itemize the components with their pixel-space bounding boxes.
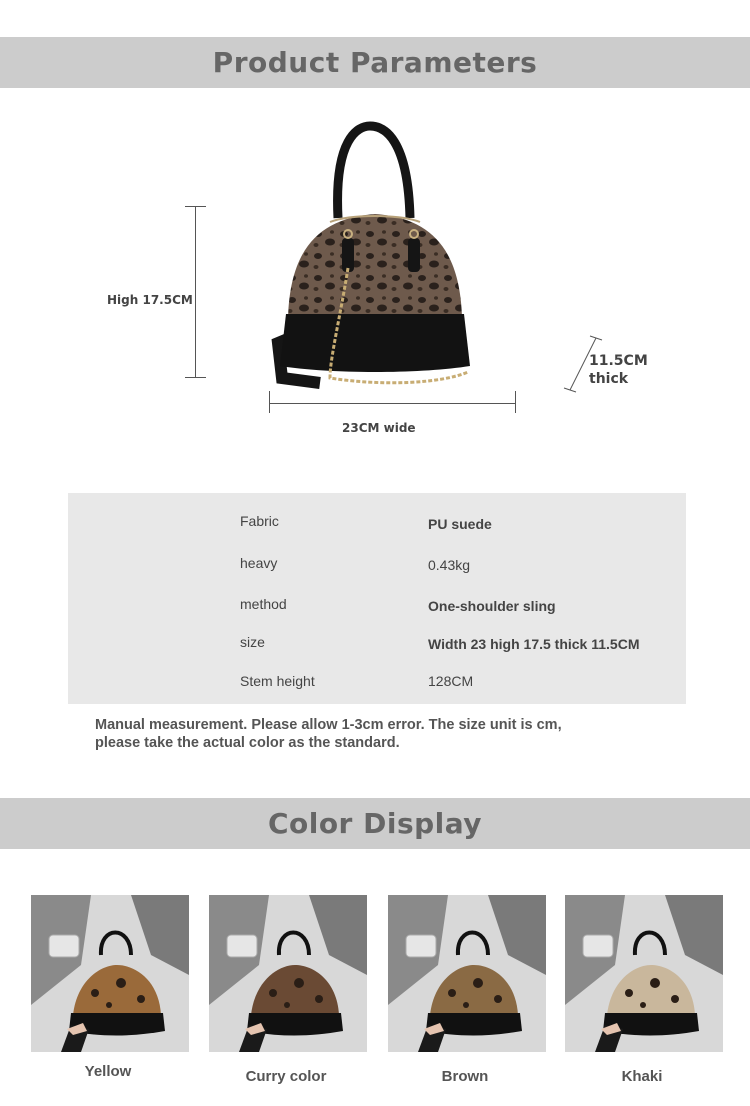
color-display-title: Color Display xyxy=(267,807,483,840)
width-line xyxy=(269,403,516,404)
param-row xyxy=(68,513,686,541)
height-line-cap-bottom xyxy=(185,377,206,378)
param-key: heavy xyxy=(240,555,278,571)
thickness-label xyxy=(589,352,648,388)
param-row xyxy=(68,555,686,583)
param-value: Width 23 high 17.5 thick 11.5CM xyxy=(428,636,640,652)
param-row xyxy=(68,673,686,701)
color-thumbnail[interactable] xyxy=(31,895,189,1052)
color-label: Khaki xyxy=(621,1068,663,1085)
thickness-word: thick xyxy=(589,371,629,387)
width-label: 23CM wide xyxy=(342,421,416,435)
product-parameters-banner xyxy=(0,37,750,88)
color-label: Yellow xyxy=(84,1063,132,1080)
bag-photo xyxy=(388,895,546,1052)
param-value: One-shoulder sling xyxy=(428,598,556,614)
height-line xyxy=(195,206,196,377)
product-parameters-title: Product Parameters xyxy=(212,46,538,79)
measurement-note xyxy=(95,716,695,752)
bag-photo xyxy=(565,895,723,1052)
color-display-banner xyxy=(0,798,750,849)
param-row xyxy=(68,596,686,624)
bag-photo xyxy=(209,895,367,1052)
color-thumbnail[interactable] xyxy=(565,895,723,1052)
param-value: PU suede xyxy=(428,516,492,532)
param-key: size xyxy=(240,634,265,650)
param-key: Fabric xyxy=(240,513,279,529)
color-thumbnail[interactable] xyxy=(388,895,546,1052)
color-thumbnail[interactable] xyxy=(209,895,367,1052)
color-label: Curry color xyxy=(245,1068,327,1085)
height-label: High 17.5CM xyxy=(107,293,193,307)
width-line-cap-right xyxy=(515,391,516,413)
param-value: 0.43kg xyxy=(428,557,471,573)
param-value: 128CM xyxy=(428,673,474,689)
note-line-2: please take the actual color as the standard. xyxy=(95,735,400,751)
parameters-table xyxy=(68,493,686,704)
param-key: Stem height xyxy=(240,673,315,689)
param-row xyxy=(68,634,686,662)
bag-photo xyxy=(31,895,189,1052)
color-label: Brown xyxy=(441,1068,489,1085)
thickness-value: 11.5CM xyxy=(589,353,648,369)
height-line-cap-top xyxy=(185,206,206,207)
bag-image xyxy=(260,118,490,398)
note-line-1: Manual measurement. Please allow 1-3cm error. The size unit is cm, xyxy=(95,717,562,733)
param-key: method xyxy=(240,596,287,612)
